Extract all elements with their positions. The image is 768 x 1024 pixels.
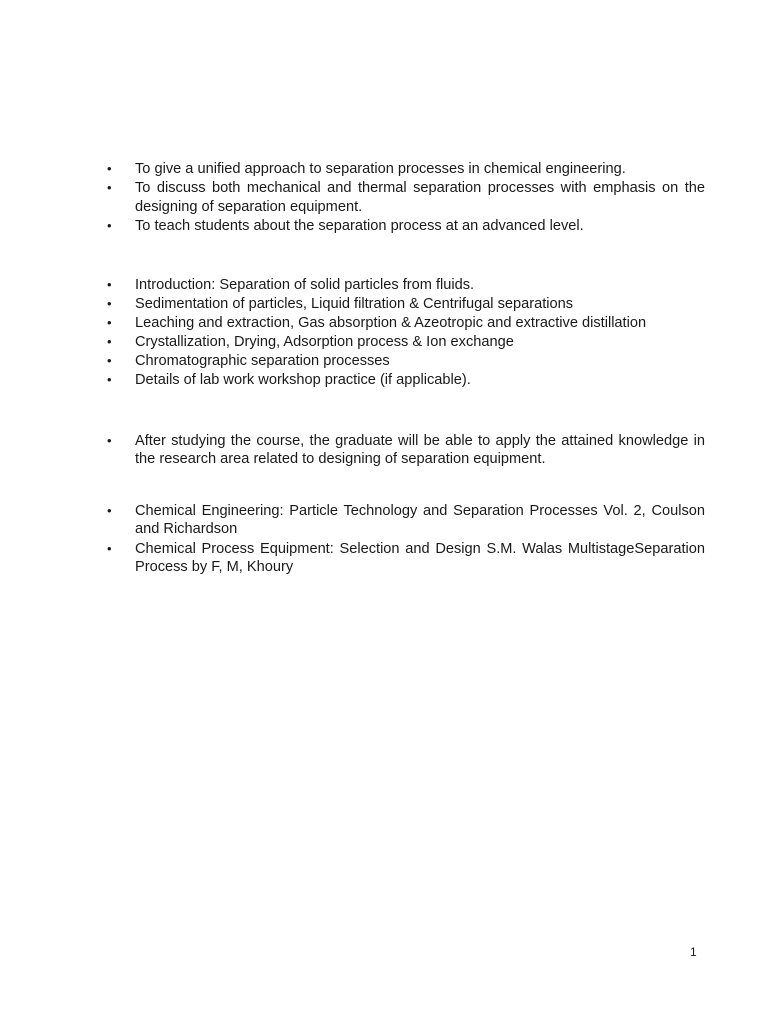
bullet-icon: •	[107, 433, 112, 448]
objective-text: To teach students about the separation process at an advanced level.	[135, 218, 584, 235]
list-item	[107, 217, 705, 235]
bullet-icon: •	[107, 295, 112, 311]
outcomes-list	[107, 432, 705, 470]
bullet-icon: •	[107, 161, 112, 176]
bullet-icon: •	[107, 503, 112, 518]
references-list	[107, 502, 705, 578]
list-item	[107, 295, 705, 313]
bullet-icon: •	[107, 371, 112, 387]
reference-text: Chemical Engineering: Particle Technology and Separation Processes Vol. 2, Coulson and Richardson	[135, 503, 705, 538]
content-text: Sedimentation of particles, Liquid filtration & Centrifugal separations	[135, 295, 574, 312]
content-text: Details of lab work workshop practice (if applicable).	[135, 371, 471, 388]
list-item	[107, 179, 705, 216]
list-item	[107, 352, 705, 370]
objectives-list	[107, 160, 705, 237]
list-item	[107, 276, 705, 294]
bullet-icon: •	[107, 180, 112, 196]
bullet-icon: •	[107, 333, 112, 349]
bullet-icon: •	[107, 352, 112, 368]
reference-text: Chemical Process Equipment: Selection and Design S.M. Walas MultistageSeparation Process by F, M, Khoury	[135, 540, 705, 576]
list-item	[107, 314, 705, 332]
list-item	[107, 502, 705, 539]
bullet-icon: •	[107, 540, 112, 556]
list-item	[107, 160, 705, 178]
content-text: Chromatographic separation processes	[135, 352, 390, 369]
list-item	[107, 333, 705, 351]
bullet-icon: •	[107, 218, 112, 234]
content-text: Introduction: Separation of solid particles from fluids.	[135, 277, 475, 293]
bullet-icon: •	[107, 277, 112, 292]
content-text: Crystallization, Drying, Adsorption process & Ion exchange	[135, 333, 514, 350]
bullet-icon: •	[107, 314, 112, 330]
list-item	[107, 540, 705, 577]
outcome-text: After studying the course, the graduate will be able to apply the attained knowledge in the research area related to designing of separation equipment.	[135, 433, 705, 468]
objective-text: To give a unified approach to separation processes in chemical engineering.	[135, 161, 626, 177]
objective-text: To discuss both mechanical and thermal separation processes with emphasis on the designing of separation equipment.	[135, 180, 705, 215]
page-number: 1	[690, 945, 697, 959]
list-item	[107, 432, 705, 469]
contents-list	[107, 276, 705, 389]
list-item	[107, 371, 705, 389]
content-text: Leaching and extraction, Gas absorption & Azeotropic and extractive distillation	[135, 314, 647, 331]
